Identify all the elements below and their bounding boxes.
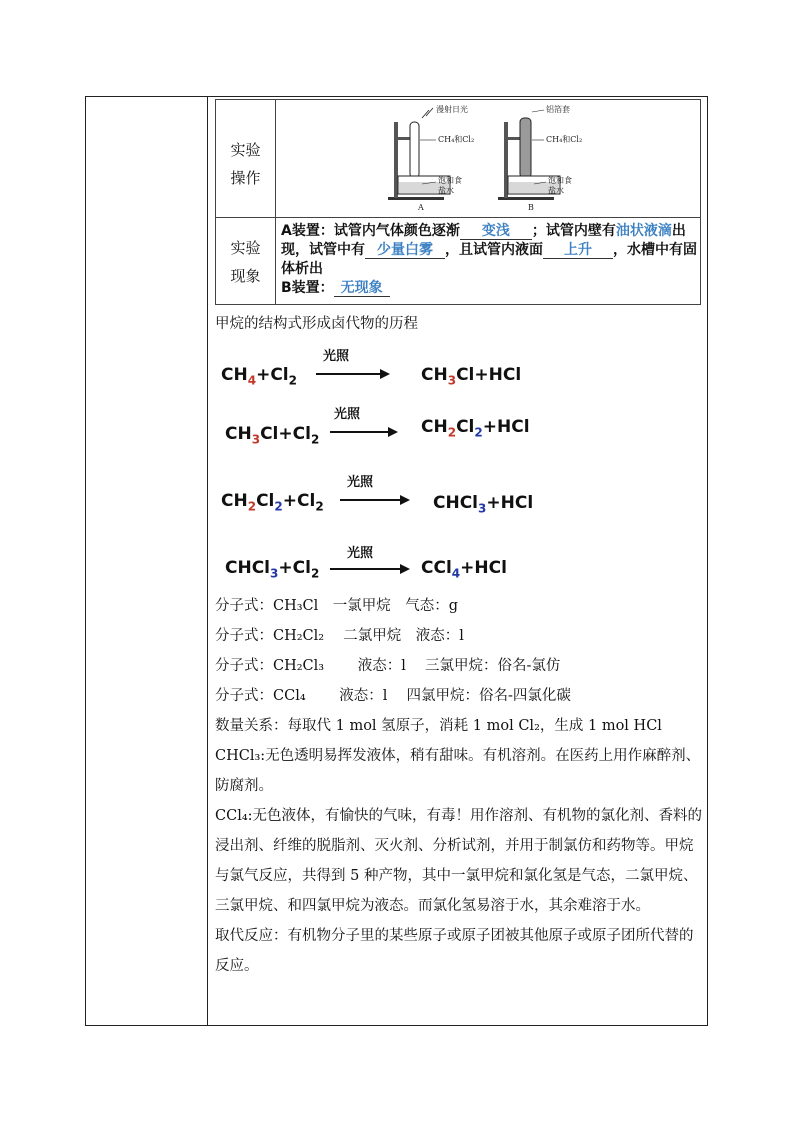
observation-text: A装置：试管内气体颜色逐渐 变浅 ；试管内壁有油状液滴出现，试管中有 少量白雾 ，且试管内液面 上升 ，水槽中有固体析出 B装置： 无现象 [281,223,697,296]
experiment-row-divider [216,217,700,218]
op-label-line2: 操作 [230,169,261,187]
label-brine-b: 饱和食 [548,176,572,185]
condition-label: 光照 [347,546,374,561]
note-line: 分子式：CH₂Cl₂ 二氯甲烷 液态：l [215,628,464,644]
op-label-line1: 实验 [230,141,261,159]
note-paragraph: CHCl₃:无色透明易挥发液体，稍有甜味。有机溶剂。在医药上用作麻醉剂、防腐剂。 [215,748,701,794]
column-divider [207,97,208,1025]
label-gas-a: CH₄和Cl₂ [438,135,475,144]
label-brine-b2: 盐水 [548,186,564,195]
answer-2: 油状液滴 [615,223,672,239]
reaction-arrow [340,499,408,501]
condition-label: 光照 [347,475,374,490]
answer-blank-5: 无现象 [334,281,390,297]
obs-label [216,234,275,290]
answer-blank-3: 少量白雾 [365,243,445,259]
answer-blank-4: 上升 [543,243,613,259]
apparatus-a [388,104,474,212]
label-brine-a: 饱和食 [438,176,462,185]
note-line: 数量关系：每取代 1 mol 氢原子，消耗 1 mol Cl₂，生成 1 mol HCl [215,718,662,734]
outer-table: 实验 操作 漫射日光 CH₄和Cl₂ 饱和食 盐水 A 铝箔套 CH₄和Cl₂ 饱和食 盐水 B 实验 现象 A装置：试管内气体颜色逐渐 变浅 ；试管内壁有油状液滴出现，试管中有 少量白雾 ，且试管内液面 上升 ，水槽中有固体析出 B装置： 无现象 甲烷的结构式形成卤代物的历程 $CH_4+Cl_2$ 光照 $CH_3Cl+HCl$ $CH_3Cl+Cl_2$ 光照 $CH_2Cl_2+HCl$ $CH_2Cl_2+Cl_2$ 光照 CHCl$_3$+HCl $CHCl_3+Cl_2$ 光照 CCl$_4$+HCl 分子式：CH₃Cl 一氯甲烷 气态：g 分子式：CH₂Cl₂ 二氯甲烷 液态：l 分子式：CH₂Cl₃ 液态：l 三氯甲烷：俗名-氯仿 分子式：CCl₄ 液态：l 四氯甲烷：俗名-四氯化碳 数量关系：每取代 1 mol 氢原子，消耗 1 mol Cl₂，生成 1 mol HCl CHCl₃:无色透明易挥发液体，稍有甜味。有机溶剂。在医药上用作麻醉剂、防腐剂。 CCl₄:无色液体，有愉快的气味，有毒！用作溶剂、有机物的氯化剂、香料的浸出剂、纤维的脱脂剂、灭火剂、分析试剂，并用于制氯仿和药物等。甲烷与氯气反应，共得到 5 种产物，其中一氯甲烷和氯化氢是气态，二氯甲烷、三氯甲烷、和四氯甲烷为液态。而氯化氢易溶于水，其余难溶于水。 取代反应：有机物分子里的某些原子或原子团被其他原子或原子团所代替的反应。 [85,96,708,1026]
reaction-arrow [330,431,396,433]
obs-label-line2: 现象 [230,267,261,285]
label-gas-b: CH₄和Cl₂ [546,135,583,144]
obs-label-line1: 实验 [230,239,261,257]
apparatus-diagram [276,102,700,216]
note-paragraph: CCl₄:无色液体，有愉快的气味，有毒！用作溶剂、有机物的氯化剂、香料的浸出剂、纤维的脱脂剂、灭火剂、分析试剂，并用于制氯仿和药物等。甲烷与氯气反应，共得到 5 种产物，其中一氯甲烷和氯化氢是气态，二氯甲烷、三氯甲烷、和四氯甲烷为液态。而氯化氢易溶于水，其余难溶于水。 [215,808,703,914]
cap-a: A [418,203,424,212]
condition-label: 光照 [334,407,361,422]
note-line: 分子式：CH₂Cl₃ 液态：l 三氯甲烷：俗名-氯仿 [215,658,561,674]
note-line: 分子式：CH₃Cl 一氯甲烷 气态：g [215,598,459,614]
label-sunlight: 漫射日光 [436,105,468,114]
note-paragraph: 取代反应：有机物分子里的某些原子或原子团被其他原子或原子团所代替的反应。 [215,928,694,974]
notes-block [215,591,703,981]
cap-b: B [528,203,534,212]
apparatus-b [498,104,582,212]
op-label [216,136,275,192]
condition-label: 光照 [323,349,350,364]
reaction-arrow [330,568,408,570]
experiment-table [215,99,701,305]
reaction-arrow [316,373,388,375]
label-foil: 铝箔套 [546,105,570,114]
section-title: 甲烷的结构式形成卤代物的历程 [215,316,418,332]
label-brine-a2: 盐水 [438,186,454,195]
answer-blank-1: 变浅 [460,224,532,240]
note-line: 分子式：CCl₄ 液态：l 四氯甲烷：俗名-四氯化碳 [215,688,571,704]
